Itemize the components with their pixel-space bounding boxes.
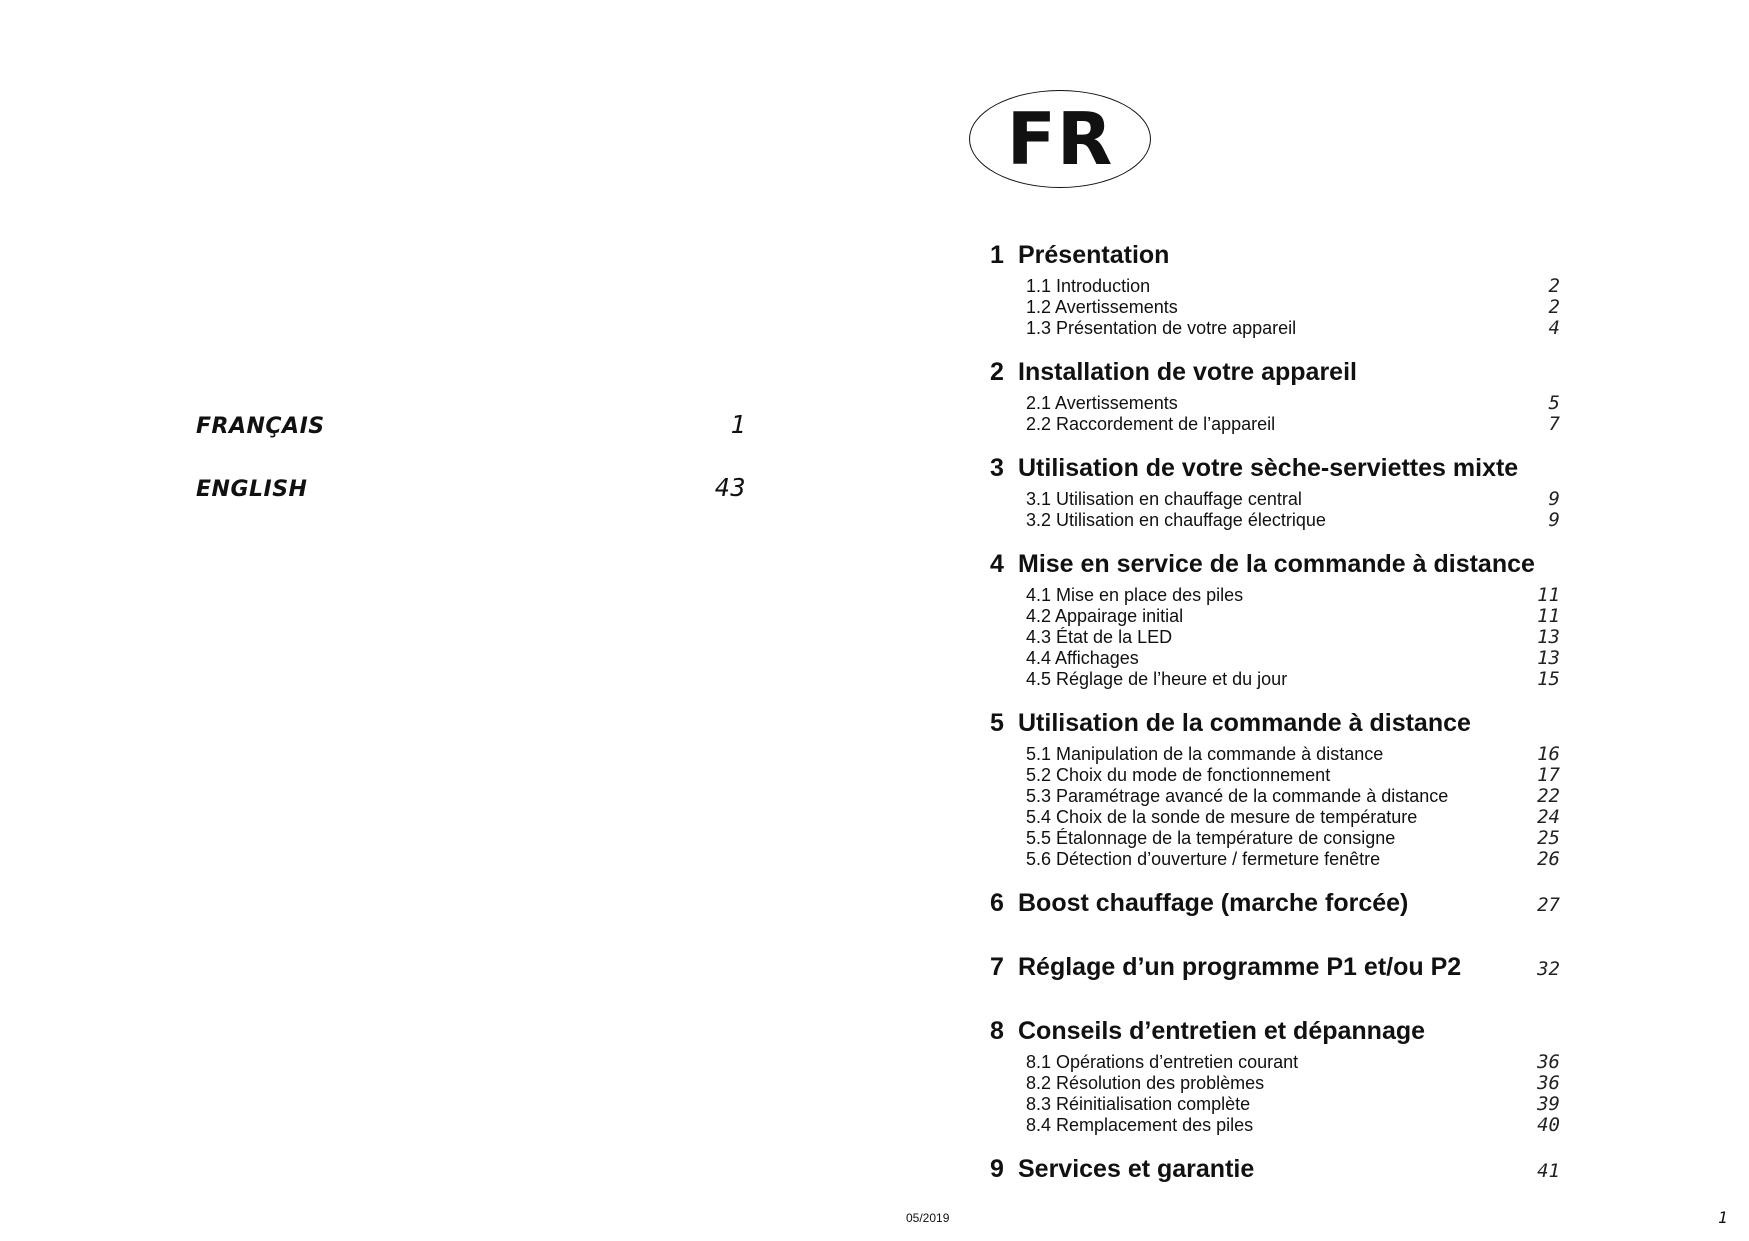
toc-section-3 bbox=[990, 449, 1560, 531]
language-page-number: 43 bbox=[714, 473, 746, 502]
toc-item-label: 8.3 Réinitialisation complète bbox=[1026, 1094, 1251, 1114]
toc-item bbox=[1026, 606, 1560, 627]
toc-item-page: 36 bbox=[1537, 1072, 1560, 1094]
toc-item bbox=[1026, 414, 1560, 435]
toc-item bbox=[1026, 807, 1560, 828]
toc-item-page: 11 bbox=[1537, 605, 1560, 627]
language-row-francais bbox=[196, 410, 746, 473]
toc-section-7 bbox=[990, 948, 1560, 986]
section-number: 1 bbox=[990, 241, 1004, 269]
toc-item bbox=[1026, 1115, 1560, 1136]
toc-item-label: 2.2 Raccordement de l’appareil bbox=[1026, 414, 1276, 434]
toc-item bbox=[1026, 627, 1560, 648]
section-title: Installation de votre appareil bbox=[1018, 358, 1357, 386]
toc-item-label: 5.1 Manipulation de la commande à distance bbox=[1026, 744, 1384, 764]
toc-item-page: 26 bbox=[1537, 848, 1560, 870]
section-number: 5 bbox=[990, 709, 1004, 737]
section-number: 7 bbox=[990, 953, 1004, 981]
section-title: Utilisation de la commande à distance bbox=[1018, 709, 1471, 737]
toc-item bbox=[1026, 669, 1560, 690]
toc-item-label: 3.2 Utilisation en chauffage électrique bbox=[1026, 510, 1326, 530]
toc-item-page: 4 bbox=[1548, 317, 1560, 339]
toc-item-page: 2 bbox=[1548, 296, 1560, 318]
toc-item bbox=[1026, 765, 1560, 786]
toc-item-page: 9 bbox=[1548, 488, 1560, 510]
section-page: 32 bbox=[1537, 958, 1560, 980]
toc-item-page: 22 bbox=[1537, 785, 1560, 807]
section-heading bbox=[990, 1150, 1560, 1188]
toc-item bbox=[1026, 510, 1560, 531]
toc-item-page: 13 bbox=[1537, 626, 1560, 648]
toc-section-2 bbox=[990, 353, 1560, 435]
toc-item-page: 13 bbox=[1537, 647, 1560, 669]
toc-item-page: 25 bbox=[1537, 827, 1560, 849]
toc-item-page: 40 bbox=[1537, 1114, 1560, 1136]
toc-item-label: 4.5 Réglage de l’heure et du jour bbox=[1026, 669, 1288, 689]
toc-item bbox=[1026, 489, 1560, 510]
section-title: Réglage d’un programme P1 et/ou P2 bbox=[1018, 953, 1462, 981]
section-heading bbox=[990, 353, 1560, 391]
toc-item bbox=[1026, 1073, 1560, 1094]
section-title: Services et garantie bbox=[1018, 1155, 1255, 1183]
toc-item bbox=[1026, 786, 1560, 807]
toc-item-page: 39 bbox=[1537, 1093, 1560, 1115]
section-title: Mise en service de la commande à distance bbox=[1018, 550, 1535, 578]
toc-item-label: 4.2 Appairage initial bbox=[1026, 606, 1184, 626]
toc-item-label: 1.2 Avertissements bbox=[1026, 297, 1178, 317]
toc-item-page: 36 bbox=[1537, 1051, 1560, 1073]
toc-item bbox=[1026, 1052, 1560, 1073]
toc-item-page: 17 bbox=[1537, 764, 1560, 786]
footer-date: 05/2019 bbox=[906, 1211, 950, 1225]
toc-item-label: 5.6 Détection d’ouverture / fermeture fenêtre bbox=[1026, 849, 1381, 869]
toc-item-label: 4.4 Affichages bbox=[1026, 648, 1139, 668]
section-number: 9 bbox=[990, 1155, 1004, 1183]
section-heading bbox=[990, 704, 1560, 742]
toc-item-label: 5.4 Choix de la sonde de mesure de température bbox=[1026, 807, 1418, 827]
toc-section-9 bbox=[990, 1150, 1560, 1188]
language-page-number: 1 bbox=[730, 410, 746, 439]
section-heading bbox=[990, 236, 1560, 274]
toc-item-label: 3.1 Utilisation en chauffage central bbox=[1026, 489, 1302, 509]
toc-item-label: 2.1 Avertissements bbox=[1026, 393, 1178, 413]
language-index bbox=[196, 410, 746, 536]
section-number: 8 bbox=[990, 1017, 1004, 1045]
section-page: 41 bbox=[1537, 1160, 1560, 1182]
toc-item bbox=[1026, 585, 1560, 606]
section-number: 2 bbox=[990, 358, 1004, 386]
section-heading bbox=[990, 884, 1560, 922]
toc-item-page: 15 bbox=[1537, 668, 1560, 690]
toc-section-1 bbox=[990, 236, 1560, 339]
section-number: 6 bbox=[990, 889, 1004, 917]
toc-item-page: 16 bbox=[1537, 743, 1560, 765]
toc-item bbox=[1026, 744, 1560, 765]
section-title: Présentation bbox=[1018, 241, 1170, 269]
toc-item-label: 8.2 Résolution des problèmes bbox=[1026, 1073, 1265, 1093]
toc-item bbox=[1026, 297, 1560, 318]
toc-item-page: 9 bbox=[1548, 509, 1560, 531]
table-of-contents bbox=[990, 236, 1560, 1188]
section-heading bbox=[990, 1012, 1560, 1050]
toc-item-page: 11 bbox=[1537, 584, 1560, 606]
toc-item bbox=[1026, 828, 1560, 849]
toc-item-page: 2 bbox=[1548, 275, 1560, 297]
section-number: 3 bbox=[990, 454, 1004, 482]
toc-item-page: 7 bbox=[1548, 413, 1560, 435]
section-page: 27 bbox=[1537, 894, 1560, 916]
toc-item-label: 1.1 Introduction bbox=[1026, 276, 1151, 296]
toc-item-label: 8.1 Opérations d’entretien courant bbox=[1026, 1052, 1299, 1072]
section-heading bbox=[990, 449, 1560, 487]
section-title: Conseils d’entretien et dépannage bbox=[1018, 1017, 1426, 1045]
toc-section-6 bbox=[990, 884, 1560, 922]
section-number: 4 bbox=[990, 550, 1004, 578]
section-title: Utilisation de votre sèche-serviettes mixte bbox=[1018, 454, 1519, 482]
toc-item-label: 5.5 Étalonnage de la température de consigne bbox=[1026, 828, 1396, 848]
toc-item-label: 5.3 Paramétrage avancé de la commande à distance bbox=[1026, 786, 1449, 806]
language-label: ENGLISH bbox=[196, 477, 308, 502]
toc-item-label: 8.4 Remplacement des piles bbox=[1026, 1115, 1254, 1135]
toc-item bbox=[1026, 393, 1560, 414]
toc-item bbox=[1026, 849, 1560, 870]
toc-section-5 bbox=[990, 704, 1560, 870]
language-label: FRANÇAIS bbox=[196, 414, 325, 439]
country-badge: FR bbox=[969, 90, 1151, 188]
toc-item bbox=[1026, 276, 1560, 297]
toc-item bbox=[1026, 318, 1560, 339]
toc-item-label: 5.2 Choix du mode de fonctionnement bbox=[1026, 765, 1331, 785]
toc-item bbox=[1026, 1094, 1560, 1115]
toc-item-page: 5 bbox=[1548, 392, 1560, 414]
toc-section-8 bbox=[990, 1012, 1560, 1136]
toc-item-label: 4.1 Mise en place des piles bbox=[1026, 585, 1244, 605]
toc-item-label: 4.3 État de la LED bbox=[1026, 627, 1173, 647]
section-heading bbox=[990, 948, 1560, 986]
footer-page-number: 1 bbox=[1718, 1208, 1728, 1227]
toc-item bbox=[1026, 648, 1560, 669]
language-row-english bbox=[196, 473, 746, 536]
toc-item-label: 1.3 Présentation de votre appareil bbox=[1026, 318, 1297, 338]
section-title: Boost chauffage (marche forcée) bbox=[1018, 889, 1409, 917]
toc-section-4 bbox=[990, 545, 1560, 690]
section-heading bbox=[990, 545, 1560, 583]
toc-item-page: 24 bbox=[1537, 806, 1560, 828]
